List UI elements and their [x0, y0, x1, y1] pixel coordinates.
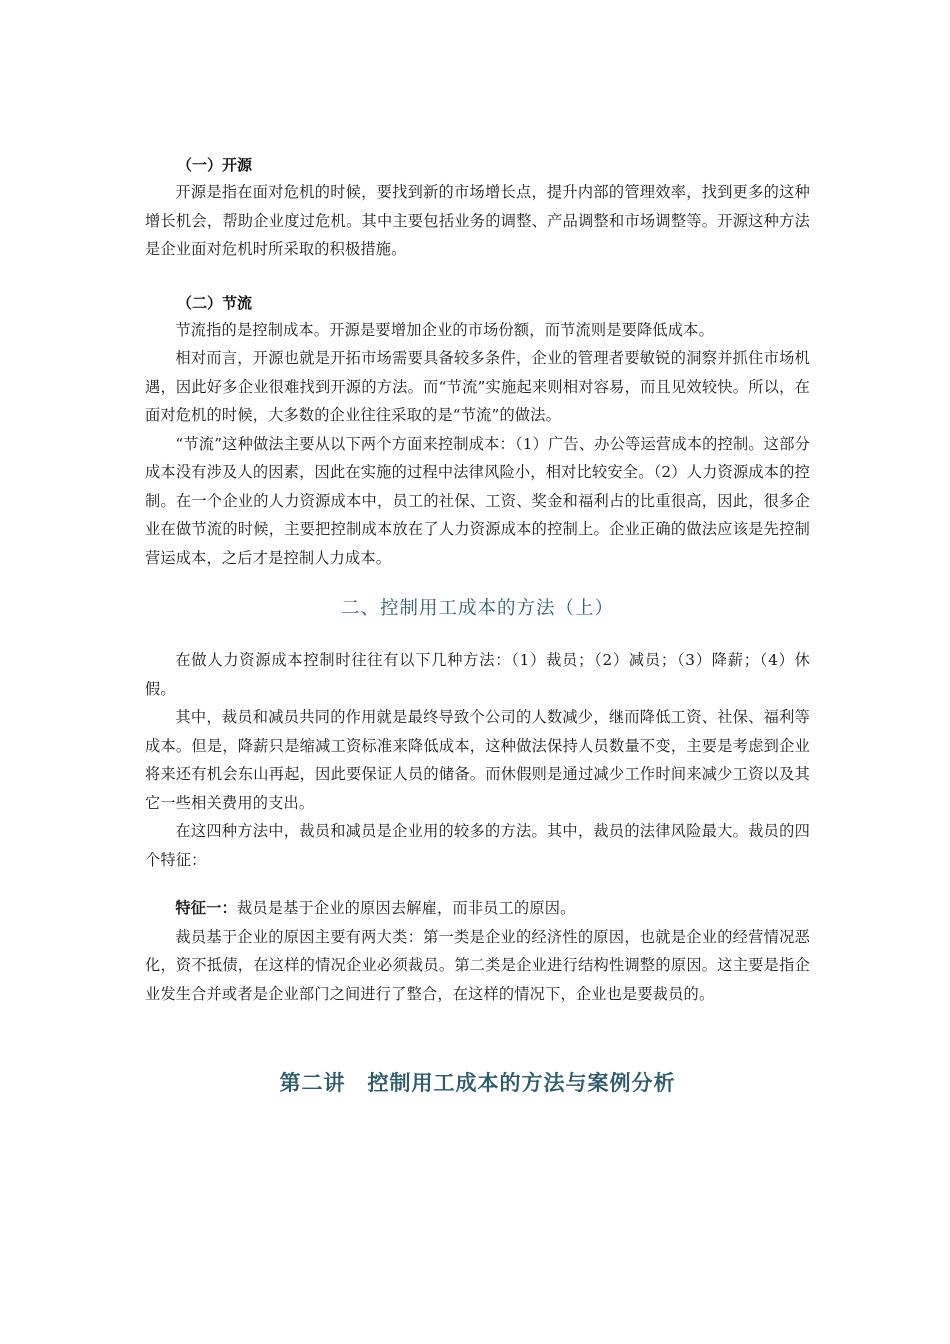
spacer: [145, 874, 810, 894]
spacer: [145, 1008, 810, 1066]
paragraph-jieliu-2: 相对而言，开源也就是开拓市场需要具备较多条件，企业的管理者要敏锐的洞察并抓住市场机遇，因此好多企业很难找到开源的方法。而“节流”实施起来则相对容易，而且见效较快。所以，在面对危机的时候，大多数的企业往往采取的是“节流”的做法。: [145, 349, 810, 424]
section-heading-methods: 二、控制用工成本的方法（上）: [340, 598, 614, 619]
paragraph-methods-2: 其中，裁员和减员共同的作用就是最终导致个公司的人数减少，继而降低工资、社保、福利等成本。但是，降薪只是缩减工资标准来降低成本，这种做法保持人员数量不变，主要是考虑到企业将来还有机会东山再起，因此要保证人员的储备。而休假则是通过减少工作时间来减少工资以及其它一些相关费用的支出。: [145, 708, 810, 812]
paragraph-methods-3: 在这四种方法中，裁员和减员是企业用的较多的方法。其中，裁员的法律风险最大。裁员的四个特征：: [145, 822, 810, 869]
subheading-jieliu: （二）节流: [177, 293, 253, 312]
paragraph-methods-1: 在做人力资源成本控制时往往有以下几种方法：（1）裁员；（2）减员；（3）降薪；（4）休假。: [145, 651, 810, 698]
feature-1-text: 裁员是基于企业的原因去解雇，而非员工的原因。: [236, 899, 576, 917]
spacer: [145, 572, 810, 594]
spacer: [145, 264, 810, 290]
feature-1-label: 特征一：: [175, 899, 237, 917]
paragraph-jieliu-3: “节流”这种做法主要从以下两个方面来控制成本：（1）广告、办公等运营成本的控制。这部分成本没有涉及人的因素，因此在实施的过程中法律风险小，相对比较安全。（2）人力资源成本的控制。在一个企业的人力资源成本中，员工的社保、工资、奖金和福利占的比重很高，因此，很多企业在做节流的时候，主要把控制成本放在了人力资源成本的控制上。企业正确的做法应该是先控制营运成本，之后才是控制人力成本。: [145, 434, 810, 567]
lecture-heading: 第二讲 控制用工成本的方法与案例分析: [279, 1071, 676, 1095]
paragraph-kaiyuan: 开源是指在面对危机的时候，要找到新的市场增长点，提升内部的管理效率，找到更多的这种增长机会，帮助企业度过危机。其中主要包括业务的调整、产品调整和市场调整等。开源这种方法是企业面对危机时所采取的积极措施。: [145, 183, 810, 258]
paragraph-jieliu-1: 节流指的是控制成本。开源是要增加企业的市场份额，而节流则是要降低成本。: [175, 320, 714, 339]
paragraph-feature-1: [145, 894, 810, 923]
subheading-kaiyuan: （一）开源: [177, 156, 253, 174]
paragraph-feature-1-detail: 裁员基于企业的原因主要有两大类：第一类是企业的经济性的原因，也就是企业的经营情况恶化，资不抵债，在这样的情况企业必须裁员。第二类是企业进行结构性调整的原因。这主要是指企业发生合并或者是企业部门之间进行了整合，在这样的情况下，企业也是要裁员的。: [145, 927, 810, 1003]
spacer: [145, 624, 810, 646]
document-body: [145, 152, 810, 1100]
